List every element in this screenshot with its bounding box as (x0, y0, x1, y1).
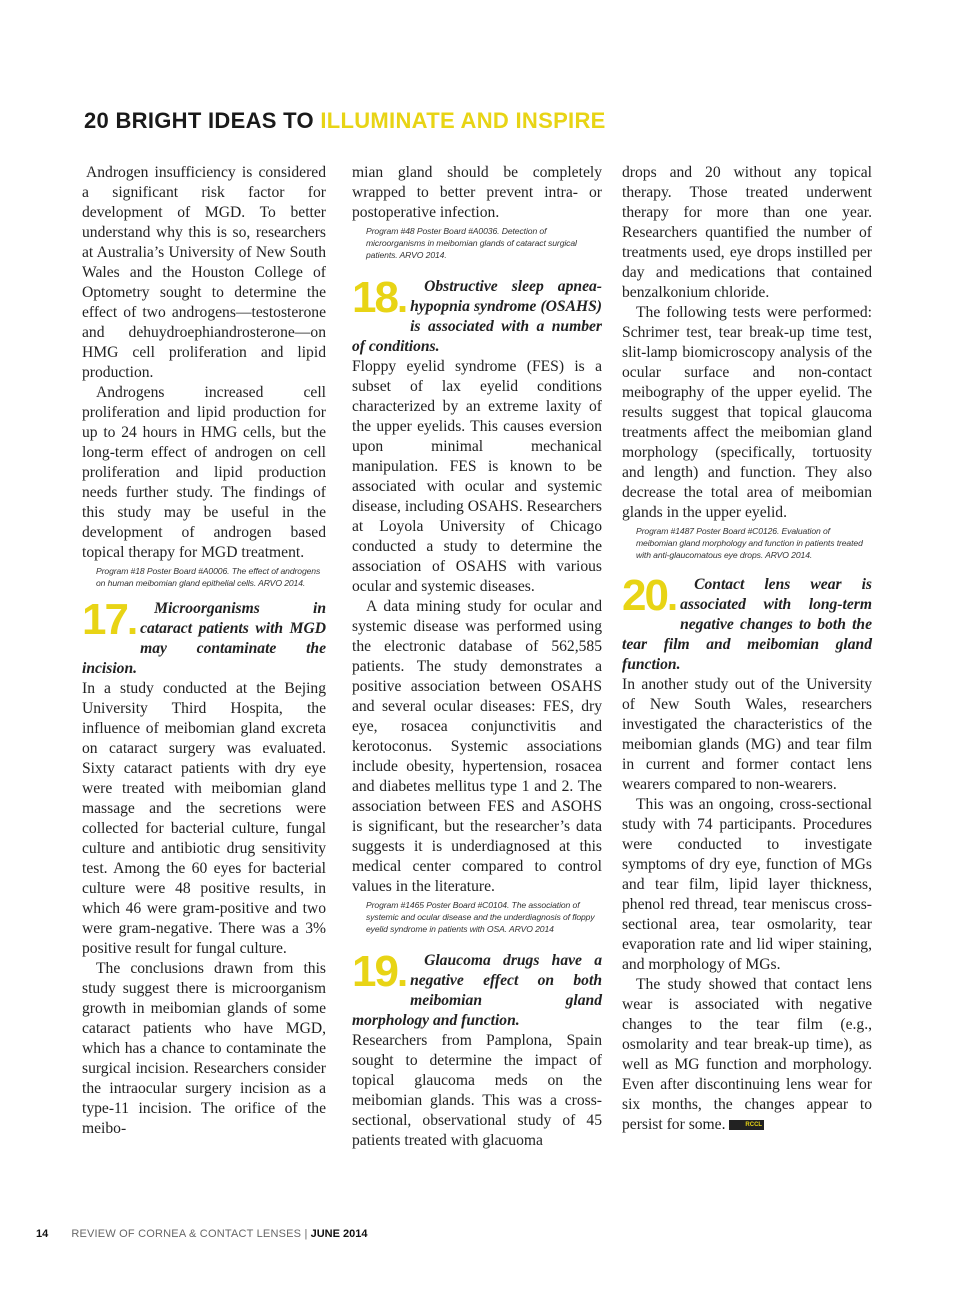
item-number: 18. (352, 273, 407, 322)
item-18 (352, 273, 602, 935)
citation: Program #1465 Poster Board #C0104. The association of systemic and ocular disease and the underdiagnosis of floppy eyelid syndrome in patients with OSA. ARVO 2014 (366, 900, 595, 934)
citation: Program #48 Poster Board #A0036. Detection of microorganisms in meibomian glands of cataract surgical patients. ARVO 2014. (366, 226, 577, 260)
header-title-dark: 20 BRIGHT IDEAS TO (84, 108, 314, 133)
body-paragraph: mian gland should be completely wrapped to better prevent intra- or postoperative infection. (352, 164, 602, 221)
item-17 (82, 595, 326, 1139)
column-1 (82, 163, 326, 1139)
item-title: Glaucoma drugs have a negative effect on both meibomian gland morphology and function. (352, 952, 602, 1029)
body-paragraph: Androgens increased cell proliferation and lipid production for up to 24 hours in HMG cells, but the long-term effect of androgen on cell proliferation and lipid production needs further study. The findings of this study may be useful in the development of androgen based topical therapy for MGD treatment. (82, 384, 326, 561)
item-19 (352, 947, 602, 1151)
item-title: Obstructive sleep apnea-hypopnia syndrome (OSAHS) is associated with a number of conditions. (352, 278, 602, 355)
citation: Program #1487 Poster Board #C0126. Evaluation of meibomian gland morphology and function in patients treated with anti-glaucomatous eye drops. ARVO 2014. (636, 526, 863, 560)
item-title: Contact lens wear is associated with long-term negative changes to both the tear film and meibomian gland function. (622, 576, 872, 673)
header-title-accent: ILLUMINATE AND INSPIRE (320, 108, 606, 133)
column-2 (352, 163, 602, 1151)
page-header (84, 108, 606, 134)
body-paragraph: The following tests were performed: Schrimer test, tear break-up time test, slit-lamp biomicroscopy analysis of the ocular surface and non-contact meibography of the upper eyelid. The results suggest that topical glaucoma treatments affect the meibomian gland morphology (specifically, tortuosity and length) and function. They also decrease the total area of meibomian glands in the upper eyelid. (622, 304, 872, 521)
citation: Program #18 Poster Board #A0006. The effect of androgens on human meibomian gland epithelial cells. ARVO 2014. (96, 566, 321, 588)
body-paragraph: In a study conducted at the Bejing University Third Hospita, the influence of meibomian gland excreta on cataract surgery was evaluated. Sixty cataract patients with dry eye were treated with meibomian gland massage and the secretions were collected for bacterial culture, fungal culture and antibiotic drug sensitivity test. Among the 60 eyes for bacterial culture were 48 positive results, in which 46 were gram-positive and two were gram-negative. There was a 3% positive result for fungal culture. (82, 680, 326, 957)
item-title: Microorganisms in cataract patients with MGD may contaminate the incision. (82, 600, 326, 677)
body-paragraph: The conclusions drawn from this study suggest there is microorganism growth in meibomian glands of some cataract patients who have MGD, which has a chance to contaminate the surgical incision. Researchers consider the intraocular surgery incision as a type-11 incision. The orifice of the meibo- (82, 960, 326, 1137)
body-paragraph: The study showed that contact lens wear is associated with negative changes to the tear film (e.g., osmolarity and tear break-up time), as well as MG function and morphology. Even after discontinuing lens wear for six months, the changes appear to persist for some. RCCL (622, 976, 872, 1133)
item-20 (622, 571, 872, 1135)
body-paragraph: In another study out of the University of New South Wales, researchers investigated the characteristics of the meibomian glands (MG) and tear film in current and former contact lens wearers compared to non-wearers. (622, 676, 872, 793)
issue-date: JUNE 2014 (310, 1228, 368, 1240)
body-paragraph: Floppy eyelid syndrome (FES) is a subset of lax eyelid conditions characterized by an extreme laxity of the upper eyelids. This causes eversion upon minimal mechanical manipulation. FES is known to be associated with ocular and systemic disease, including OSAHS. Researchers at Loyola University of Chicago conducted a study to determine the association of OSAHS with various ocular and systemic diseases. (352, 358, 602, 595)
item-number: 19. (352, 947, 407, 996)
item-number: 20. (622, 571, 677, 620)
page-number: 14 (36, 1228, 49, 1240)
item-number: 17. (82, 595, 137, 644)
body-paragraph: Androgen insufficiency is considered a significant risk factor for development of MGD. To better understand why this is so, researchers at Australia’s University of New South Wales and the Houston College of Optometry sought to determine the effect of two androgens—testosterone and dehuydroephiandrosterone—on HMG cell proliferation and lipid production. (82, 164, 326, 381)
journal-name: REVIEW OF CORNEA & CONTACT LENSES | (71, 1228, 308, 1240)
column-3 (622, 163, 872, 1135)
end-mark-logo: RCCL (729, 1120, 764, 1130)
page-footer (36, 1228, 367, 1240)
body-paragraph: Researchers from Pamplona, Spain sought to determine the impact of topical glaucoma meds on the meibomian glands. This was a cross-sectional, observational study of 45 patients treated with glacuoma (352, 1032, 602, 1149)
body-paragraph: drops and 20 without any topical therapy. Those treated underwent therapy for more than one year. Researchers quantified the number of treatments used, eye drops instilled per day and medications that contained benzalkonium chloride. (622, 164, 872, 301)
body-paragraph: This was an ongoing, cross-sectional study with 74 participants. Procedures were conducted to investigate symptoms of dry eye, function of MGs and tear film, lipid layer thickness, phenol red thread, tear meniscus cross-sectional area, tear osmolarity, tear evaporation rate and lid wiper staining, and morphology of MGs. (622, 796, 872, 973)
body-paragraph: A data mining study for ocular and systemic disease was performed using the electronic database of 562,585 patients. The study demonstrates a positive association between OSAHS and several ocular diseases: FES, dry eye, rosacea conjunctivitis and kerotoconus. Systemic associations include obesity, hypertension, rosacea and diabetes mellitus type 1 and 2. The association between FES and ASOHS is significant, but the researcher’s data suggests it is underdiagnosed at this medical center compared to control values in the literature. (352, 598, 602, 895)
